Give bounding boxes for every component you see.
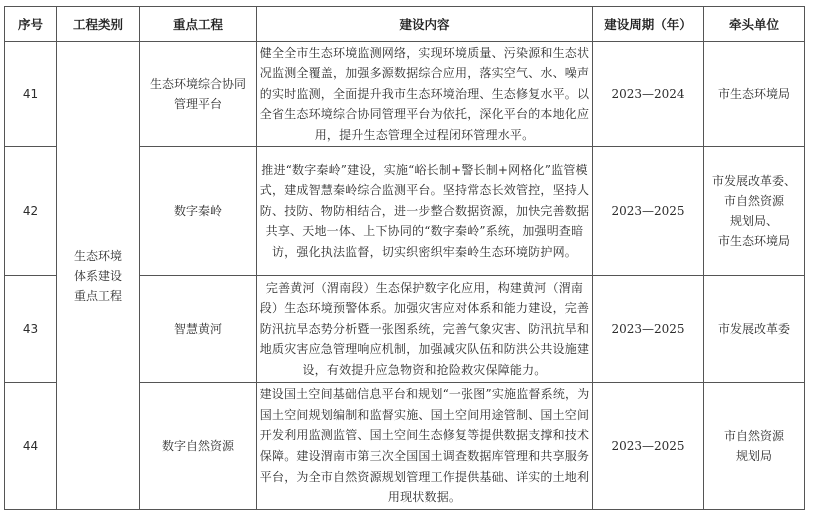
project-name-line: 数字秦岭 <box>173 204 222 218</box>
project-name-line: 生态环境综合协同 <box>149 77 246 91</box>
period-cell: 2023—2024 <box>593 42 704 147</box>
table-header-row <box>5 7 805 42</box>
lead-unit-cell <box>704 383 805 510</box>
projects-table <box>4 6 805 510</box>
lead-unit-cell <box>704 276 805 383</box>
row-number: 42 <box>5 147 57 276</box>
content-cell: 建设国土空间基础信息平台和规划“一张图”实施监督系统，为国土空间规划编制和监督实施、国土空间用途管制、国土空间开发利用监测监管、国土空间生态修复等提供数据支撑和技术保障。建设渭南市第三次全国国土调查数据库管理和共享服务平台，为全市自然资源规划管理工作提供基础、详实的土地利用现状数据。 <box>257 383 593 510</box>
category-line: 生态环境 <box>73 248 122 263</box>
header-lead-unit: 牵头单位 <box>704 7 805 42</box>
header-category: 工程类别 <box>57 7 140 42</box>
row-number: 41 <box>5 42 57 147</box>
header-period: 建设周期（年） <box>593 7 704 42</box>
project-cell <box>140 147 257 276</box>
row-number: 44 <box>5 383 57 510</box>
lead-unit-cell <box>704 42 805 147</box>
project-cell <box>140 383 257 510</box>
lead-unit-line: 规划局 <box>735 449 772 463</box>
project-cell <box>140 276 257 383</box>
project-name-line: 管理平台 <box>173 97 222 111</box>
period-cell: 2023—2025 <box>593 147 704 276</box>
lead-unit-line: 市自然资源 <box>723 194 784 208</box>
period-cell: 2023—2025 <box>593 276 704 383</box>
lead-unit-line: 市生态环境局 <box>717 234 790 248</box>
content-cell: 健全全市生态环境监测网络，实现环境质量、污染源和生态状况监测全覆盖，加强多源数据综合应用，落实空气、水、噪声的实时监测，全面提升我市生态环境治理、生态修复水平。以全省生态环境综合协同管理平台为依托，深化平台的本地化应用，提升生态管理全过程闭环管理水平。 <box>257 42 593 147</box>
category-cell <box>57 42 140 510</box>
lead-unit-line: 规划局、 <box>729 214 778 228</box>
lead-unit-line: 市发展改革委、 <box>711 174 796 188</box>
lead-unit-line: 市生态环境局 <box>717 87 790 101</box>
project-cell <box>140 42 257 147</box>
table-row <box>5 42 805 147</box>
category-line: 体系建设 <box>73 268 122 283</box>
category-line: 重点工程 <box>73 288 122 303</box>
project-name-line: 数字自然资源 <box>161 439 234 453</box>
lead-unit-line: 市发展改革委 <box>717 322 790 336</box>
row-number: 43 <box>5 276 57 383</box>
header-project: 重点工程 <box>140 7 257 42</box>
project-name-line: 智慧黄河 <box>173 322 222 336</box>
header-number: 序号 <box>5 7 57 42</box>
lead-unit-cell <box>704 147 805 276</box>
content-cell: 推进“数字秦岭”建设，实施“峪长制+警长制+网格化”监管模式，建成智慧秦岭综合监测平台。坚持常态长效管控，坚持人防、技防、物防相结合，进一步整合数据资源，加快完善数据共享、天地一体、上下协同的“数字秦岭”系统，加强明查暗访，强化执法监督，切实织密织牢秦岭生态环境防护网。 <box>257 147 593 276</box>
lead-unit-line: 市自然资源 <box>723 429 784 443</box>
period-cell: 2023—2025 <box>593 383 704 510</box>
content-cell: 完善黄河（渭南段）生态保护数字化应用，构建黄河（渭南段）生态环境预警体系。加强灾害应对体系和能力建设，完善防汛抗旱态势分析暨一张图系统，完善气象灾害、防汛抗旱和地质灾害应急管理响应机制，加强减灾队伍和防洪公共设施建设，有效提升应急物资和抢险救灾保障能力。 <box>257 276 593 383</box>
header-content: 建设内容 <box>257 7 593 42</box>
